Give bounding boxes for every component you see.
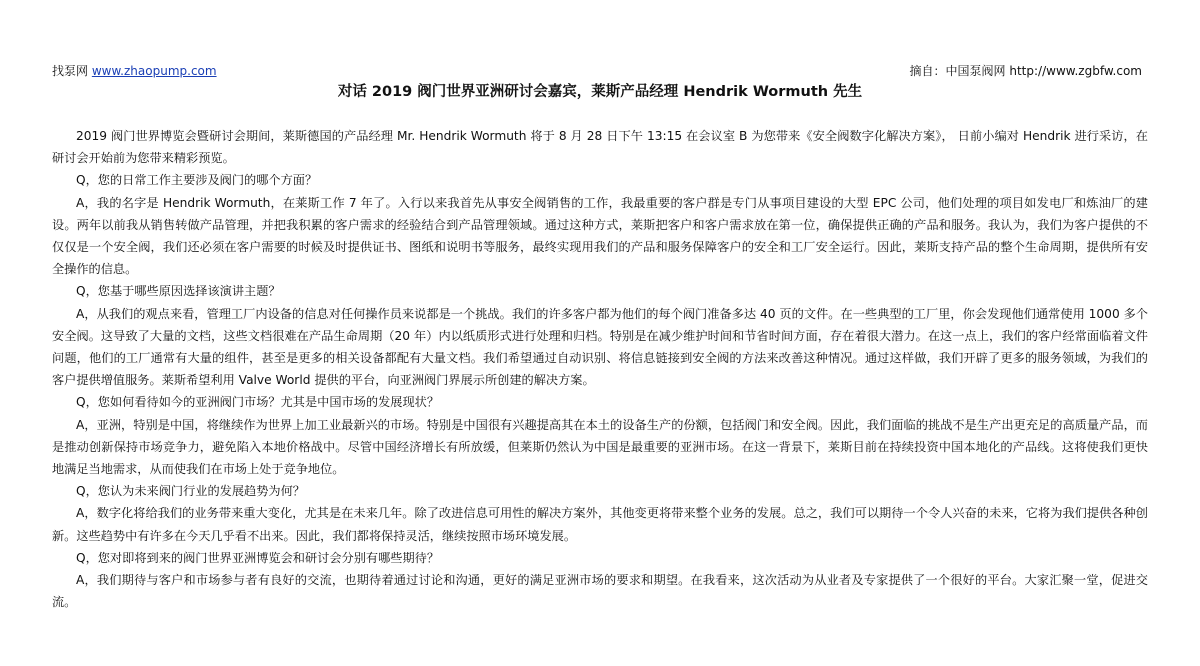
page-header: [52, 62, 1148, 80]
question-3: Q，您如何看待如今的亚洲阀门市场？尤其是中国市场的发展现状？: [76, 395, 440, 410]
answer-1: A，我的名字是 Hendrik Wormuth，在莱斯工作 7 年了。入行以来我首先从事安全阀销售的工作，我最重要的客户群是专门从事项目建设的大型 EPC 公司，他们处理的项目如发电厂和炼油厂的建设。两年以前我从销售转做产品管理，并把我积累的客户需求的经验结合到产品管理领域。通过这种方式，莱斯把客户和客户需求放在第一位，确保提供正确的产品和服务。我认为，我们为客户提供的不仅仅是一个安全阀，我们还必须在客户需要的时候及时提供证书、图纸和说明书等服务，最终实现用我们的产品和服务保障客户的安全和工厂安全运行。因此，莱斯支持产品的整个生命周期，提供所有安全操作的信息。: [52, 195, 1148, 277]
question-2: Q，您基于哪些原因选择该演讲主题？: [76, 284, 281, 299]
article-title: 对话 2019 阀门世界亚洲研讨会嘉宾，莱斯产品经理 Hendrik Wormuth 先生: [337, 84, 863, 100]
zgbfw-url: http://www.zgbfw.com: [1009, 64, 1142, 78]
zhaopump-link[interactable]: www.zhaopump.com: [91, 64, 217, 78]
header-right-label: 摘自：中国泵阀网: [909, 64, 1006, 78]
question-4: Q，您认为未来阀门行业的发展趋势为何？: [76, 484, 305, 499]
answer-3: A，亚洲，特别是中国，将继续作为世界上加工业最新兴的市场。特别是中国很有兴趣提高其在本土的设备生产的份额，包括阀门和安全阀。因此，我们面临的挑战不是生产出更充足的高质量产品，而是推动创新保持市场竞争力，避免陷入本地价格战中。尽管中国经济增长有所放缓，但莱斯仍然认为中国是最重要的亚洲市场。在这一背景下，莱斯目前在持续投资中国本地化的产品线。这将使我们更快地满足当地需求，从而使我们在市场上处于竞争地位。: [52, 417, 1148, 477]
header-left-label: 找泵网: [52, 64, 89, 78]
question-5: Q，您对即将到来的阀门世界亚洲博览会和研讨会分别有哪些期待？: [76, 550, 440, 565]
answer-2: A，从我们的观点来看，管理工厂内设备的信息对任何操作员来说都是一个挑战。我们的许多客户都为他们的每个阀门准备多达 40 页的文件。在一些典型的工厂里，你会发现他们通常使用 1000 多个安全阀。这导致了大量的文档，这些文档很难在产品生命周期（20 年）内以纸质形式进行处理和归档。特别是在减少维护时间和节省时间方面，存在着很大潜力。在这一点上，我们的客户经常面临着文件问题，他们的工厂通常有大量的组件，甚至是更多的相关设备都配有大量文档。我们希望通过自动识别、将信息链接到安全阀的方法来改善这种情况。通过这样做，我们开辟了更多的服务领域，为我们的客户提供增值服务。莱斯希望利用 Valve World 提供的平台，向亚洲阀门界展示所创建的解决方案。: [52, 306, 1148, 388]
header-source-left: [52, 62, 217, 80]
answer-4: A，数字化将给我们的业务带来重大变化，尤其是在未来几年。除了改进信息可用性的解决方案外，其他变更将带来整个业务的发展。总之，我们可以期待一个令人兴奋的未来，它将为我们提供各种创新。这些趋势中有许多在今天几乎看不出来。因此，我们都将保持灵活，继续按照市场环境发展。: [52, 506, 1148, 543]
article-body: [52, 125, 1148, 613]
question-1: Q，您的日常工作主要涉及阀门的哪个方面？: [76, 173, 318, 188]
header-source-right: [910, 62, 1142, 80]
answer-5: A，我们期待与客户和市场参与者有良好的交流，也期待着通过讨论和沟通，更好的满足亚洲市场的要求和期望。在我看来，这次活动为从业者及专家提供了一个很好的平台。大家汇聚一堂，促进交流。: [52, 573, 1148, 610]
intro-paragraph: 2019 阀门世界博览会暨研讨会期间，莱斯德国的产品经理 Mr. Hendrik Wormuth 将于 8 月 28 日下午 13:15 在会议室 B 为您带来《安全阀数字化解决方案》， 日前小编对 Hendrik 进行采访，在研讨会开始前为您带来精彩预览。: [52, 129, 1148, 166]
